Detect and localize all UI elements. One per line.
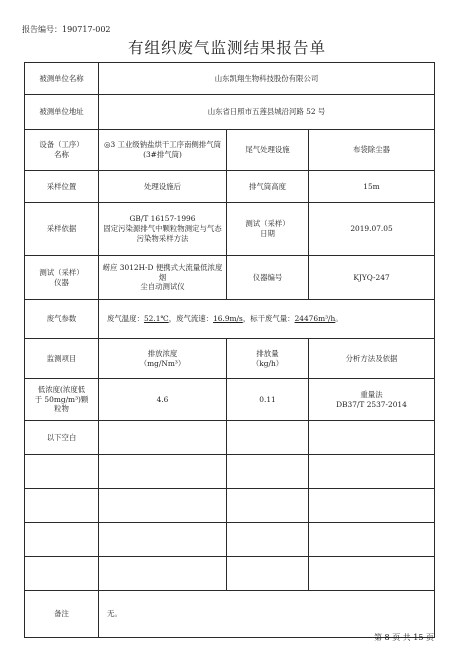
- row-sampling-basis: [25, 203, 435, 256]
- value-instrument-line2: 尘自动测试仪: [140, 282, 185, 292]
- label-stack-height: 排气筒高度: [227, 171, 309, 203]
- empty-row: [25, 455, 435, 489]
- empty-cell: [99, 523, 227, 557]
- std-flow-value: 24476m³/h: [294, 314, 336, 323]
- empty-cell: [227, 455, 309, 489]
- label-pm-line2: 于 50mg/m³)颗: [34, 394, 89, 404]
- label-treatment-facility: 尾气处理设施: [227, 130, 309, 171]
- value-method-line1: 重量法: [360, 389, 383, 399]
- empty-cell: [309, 557, 435, 591]
- label-equipment-line1: 设备（工序）: [39, 140, 84, 150]
- value-stack-height: 15m: [309, 171, 435, 203]
- label-unit-address: 被测单位地址: [25, 95, 99, 130]
- page-number: 第 8 页 共 15 页: [374, 633, 434, 642]
- label-instrument-line2: 仪器: [54, 277, 69, 287]
- empty-cell: [25, 557, 99, 591]
- value-equipment-line1: ◎3 工业级钠盐烘干工序南侧排气筒: [104, 140, 221, 150]
- value-instrument-no: KJYQ-247: [309, 256, 435, 300]
- empty-cell: [25, 455, 99, 489]
- label-pm-line1: 低浓度(浓度低: [37, 384, 86, 394]
- header-item: 监测项目: [25, 339, 99, 379]
- value-sampling-position: 处理设施后: [99, 171, 227, 203]
- empty-cell: [227, 489, 309, 523]
- value-basis-line3: 污染物采样方法: [136, 233, 189, 243]
- value-treatment-facility: 布袋除尘器: [309, 130, 435, 171]
- page-title: 有组织废气监测结果报告单: [127, 39, 326, 57]
- label-date-line2: 日期: [260, 229, 275, 238]
- value-remarks: 无。: [99, 591, 435, 638]
- row-unit-address: [25, 95, 435, 130]
- row-unit-name: [25, 63, 435, 95]
- row-blank-marker: [25, 421, 435, 455]
- label-unit-name: 被测单位名称: [25, 63, 99, 95]
- params-end: 。: [335, 314, 343, 323]
- empty-cell: [99, 455, 227, 489]
- header-conc-line1: 排放浓度: [147, 348, 178, 358]
- value-unit-address: 山东省日照市五莲县城沿河路 52 号: [99, 95, 435, 130]
- label-pm-line3: 粒物: [54, 404, 69, 414]
- label-equipment: [25, 130, 99, 171]
- row-equipment: [25, 130, 435, 171]
- label-sampling-basis: 采样依据: [25, 203, 99, 256]
- label-exhaust-params: 废气参数: [25, 300, 99, 339]
- temp-label: 废气温度：: [107, 314, 144, 323]
- value-sampling-basis: [99, 203, 227, 256]
- label-blank-below: 以下空白: [25, 421, 99, 455]
- row-sampling-position: [25, 171, 435, 203]
- value-instrument: [99, 256, 227, 300]
- value-pm-rate: 0.11: [227, 379, 309, 421]
- row-particulate: [25, 379, 435, 421]
- empty-cell: [309, 421, 435, 455]
- empty-cell: [99, 421, 227, 455]
- temp-value: 52.1℃: [143, 314, 169, 323]
- label-sampling-date: [227, 203, 309, 256]
- empty-cell: [25, 489, 99, 523]
- flow-value: 16.9m/s: [213, 314, 243, 323]
- value-unit-name: 山东凯翔生物科技股份有限公司: [99, 63, 435, 95]
- label-instrument-line1: 测试（采样）: [39, 267, 84, 277]
- label-date-line1: 测试（采样）: [245, 219, 290, 229]
- header-method: 分析方法及依据: [309, 339, 435, 379]
- empty-cell: [227, 557, 309, 591]
- empty-cell: [309, 455, 435, 489]
- header-rate-line2: （kg/h）: [251, 358, 284, 368]
- header-concentration: [99, 339, 227, 379]
- value-equipment-line2: (3#排气筒): [143, 150, 182, 159]
- value-pm-method: [309, 379, 435, 421]
- flow-label: ，废气流速：: [168, 314, 214, 323]
- empty-cell: [227, 523, 309, 557]
- value-method-line2: DB37/T 2537-2014: [336, 399, 407, 409]
- value-basis-standard: GB/T 16157-1996: [129, 214, 196, 224]
- value-basis-line2: 固定污染源排气中颗粒物测定与气态: [103, 224, 222, 233]
- header-emission-rate: [227, 339, 309, 379]
- label-instrument-no: 仪器编号: [227, 256, 309, 300]
- value-exhaust-params: [99, 300, 435, 339]
- row-instrument: [25, 256, 435, 300]
- empty-cell: [99, 557, 227, 591]
- row-remarks: [25, 591, 435, 638]
- report-number: 报告编号：190717-002: [22, 25, 111, 34]
- header-conc-line2: （mg/Nm³）: [139, 358, 186, 368]
- value-equipment: [99, 130, 227, 171]
- row-items-header: [25, 339, 435, 379]
- empty-cell: [227, 421, 309, 455]
- header-rate-line1: 排放量: [256, 348, 279, 358]
- empty-row: [25, 489, 435, 523]
- label-sampling-position: 采样位置: [25, 171, 99, 203]
- empty-row: [25, 557, 435, 591]
- label-equipment-line2: 名称: [54, 150, 69, 159]
- value-instrument-line1: 崂应 3012H-D 便携式大流量低浓度烟: [102, 262, 223, 282]
- value-sampling-date: 2019.07.05: [309, 203, 435, 256]
- empty-row: [25, 523, 435, 557]
- label-remarks: 备注: [25, 591, 99, 638]
- value-pm-concentration: 4.6: [99, 379, 227, 421]
- empty-cell: [99, 489, 227, 523]
- label-instrument: [25, 256, 99, 300]
- row-exhaust-params: [25, 300, 435, 339]
- monitoring-result-table: [24, 62, 435, 638]
- label-particulate: [25, 379, 99, 421]
- empty-cell: [309, 523, 435, 557]
- std-flow-label: ，标干废气量：: [242, 314, 295, 323]
- empty-cell: [25, 523, 99, 557]
- empty-cell: [309, 489, 435, 523]
